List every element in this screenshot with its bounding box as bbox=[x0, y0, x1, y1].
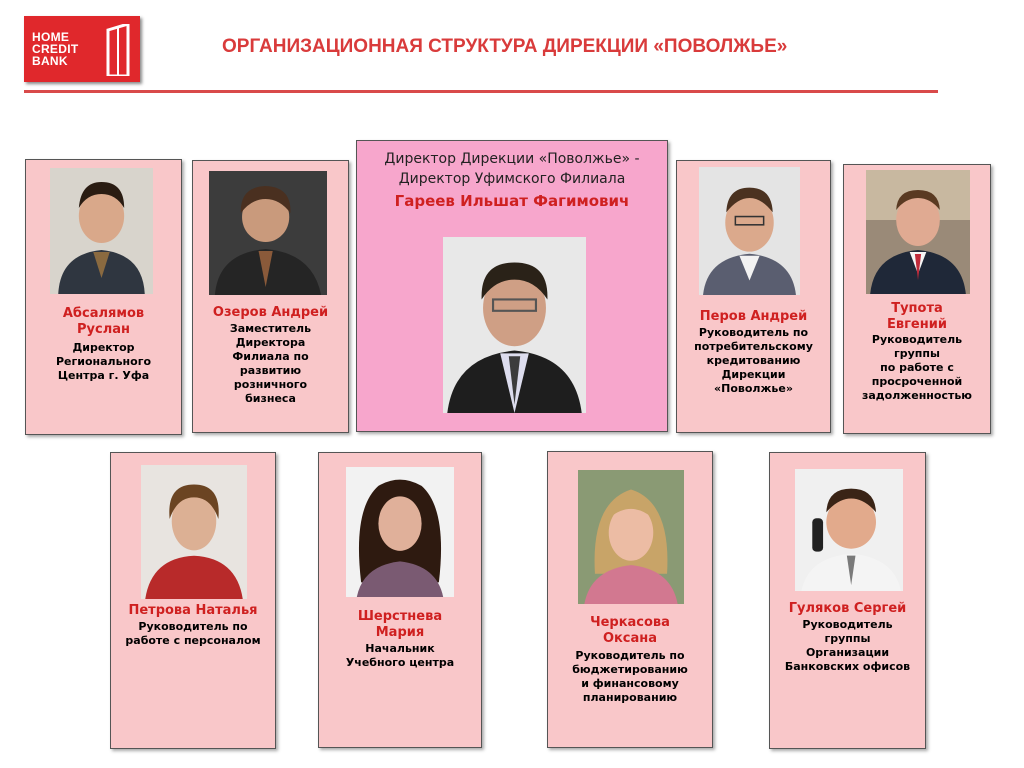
photo-gulyakov bbox=[795, 469, 903, 591]
role-line: Заместитель bbox=[229, 322, 312, 335]
role-line: «Поволжье» bbox=[714, 382, 793, 395]
person-role bbox=[26, 341, 181, 383]
role-line: Руководитель по bbox=[698, 326, 809, 339]
name-line: Гуляков Сергей bbox=[788, 601, 907, 616]
role-line: Регионального bbox=[55, 355, 152, 368]
role-line: Учебного центра bbox=[345, 656, 455, 669]
photo-cherkasova bbox=[578, 470, 684, 604]
person-role bbox=[548, 649, 712, 705]
name-line: Шерстнева bbox=[357, 609, 443, 624]
photo-petrova bbox=[141, 465, 247, 599]
role-line: Организации bbox=[805, 646, 890, 659]
person-role bbox=[111, 620, 275, 648]
person-name bbox=[677, 309, 830, 325]
role-line: группы bbox=[894, 347, 940, 360]
role-line: розничного bbox=[233, 378, 308, 391]
photo-ozerov bbox=[209, 171, 327, 295]
photo-absalyamov bbox=[50, 168, 153, 294]
person-role bbox=[844, 333, 990, 403]
role-line: Директора bbox=[235, 336, 306, 349]
photo-director bbox=[443, 237, 586, 413]
card-absalyamov bbox=[25, 159, 182, 435]
role-line: бюджетированию bbox=[572, 663, 688, 676]
card-perov bbox=[676, 160, 831, 433]
role-line: Руководитель по bbox=[138, 620, 248, 633]
person-name bbox=[319, 609, 481, 641]
name-line: Черкасова bbox=[590, 615, 670, 630]
person-name bbox=[770, 601, 925, 617]
logo-line-1: HOME bbox=[32, 30, 70, 44]
person-name bbox=[26, 306, 181, 338]
role-line: развитию bbox=[239, 364, 302, 377]
card-cherkasova bbox=[547, 451, 713, 748]
role-line: группы bbox=[824, 632, 871, 645]
logo-mark-icon bbox=[106, 24, 132, 76]
director-name: Гареев Ильшат Фагимович bbox=[394, 192, 630, 210]
name-line: Руслан bbox=[77, 322, 130, 337]
card-petrova bbox=[110, 452, 276, 749]
photo-perov bbox=[699, 167, 800, 295]
person-role bbox=[193, 322, 348, 406]
role-line: Руководитель bbox=[802, 618, 893, 631]
logo-line-2: CREDIT bbox=[32, 42, 79, 56]
person-name bbox=[844, 301, 990, 333]
role-line: Директор bbox=[72, 341, 135, 354]
role-line: Руководитель bbox=[871, 333, 963, 346]
role-line: по работе с bbox=[880, 361, 954, 374]
title-divider bbox=[24, 90, 938, 93]
role-line: Центра г. Уфа bbox=[57, 369, 150, 382]
card-sherstneva bbox=[318, 452, 482, 748]
role-line: Начальник bbox=[365, 642, 435, 655]
role-line: Руководитель по bbox=[575, 649, 685, 662]
photo-tupota bbox=[866, 170, 970, 294]
person-role bbox=[319, 642, 481, 670]
person-name bbox=[193, 305, 348, 321]
person-role bbox=[770, 618, 925, 674]
name-line: Евгений bbox=[887, 317, 947, 332]
director-role-line: Директор Уфимского Филиала bbox=[398, 171, 626, 187]
card-gulyakov bbox=[769, 452, 926, 749]
person-name bbox=[111, 603, 275, 619]
photo-sherstneva bbox=[346, 467, 454, 597]
name-line: Оксана bbox=[602, 631, 658, 646]
person-name bbox=[548, 615, 712, 647]
role-line: потребительскому bbox=[694, 340, 813, 353]
page-title: ОРГАНИЗАЦИОННАЯ СТРУКТУРА ДИРЕКЦИИ «ПОВОЛЖЬЕ» bbox=[222, 36, 788, 57]
role-line: бизнеса bbox=[245, 392, 296, 405]
name-line: Абсалямов bbox=[62, 306, 145, 321]
name-line: Мария bbox=[375, 625, 425, 640]
home-credit-bank-logo bbox=[24, 16, 140, 82]
logo-line-3: BANK bbox=[32, 54, 68, 68]
card-director bbox=[356, 140, 668, 432]
role-line: кредитованию bbox=[706, 354, 801, 367]
person-role bbox=[677, 326, 830, 396]
name-line: Петрова Наталья bbox=[128, 603, 258, 618]
card-ozerov bbox=[192, 160, 349, 433]
director-role bbox=[357, 149, 667, 189]
logo-text bbox=[32, 31, 78, 67]
role-line: Дирекции bbox=[721, 368, 786, 381]
name-line: Перов Андрей bbox=[699, 309, 808, 324]
director-role-line: Директор Дирекции «Поволжье» - bbox=[384, 151, 640, 167]
role-line: планированию bbox=[582, 691, 678, 704]
role-line: просроченной bbox=[871, 375, 963, 388]
role-line: Банковских офисов bbox=[784, 660, 911, 673]
name-line: Озеров Андрей bbox=[212, 305, 329, 320]
role-line: Филиала по bbox=[232, 350, 309, 363]
role-line: работе с персоналом bbox=[125, 634, 261, 647]
card-tupota bbox=[843, 164, 991, 434]
role-line: и финансовому bbox=[581, 677, 679, 690]
role-line: задолженностью bbox=[861, 389, 973, 402]
name-line: Тупота bbox=[891, 301, 943, 316]
